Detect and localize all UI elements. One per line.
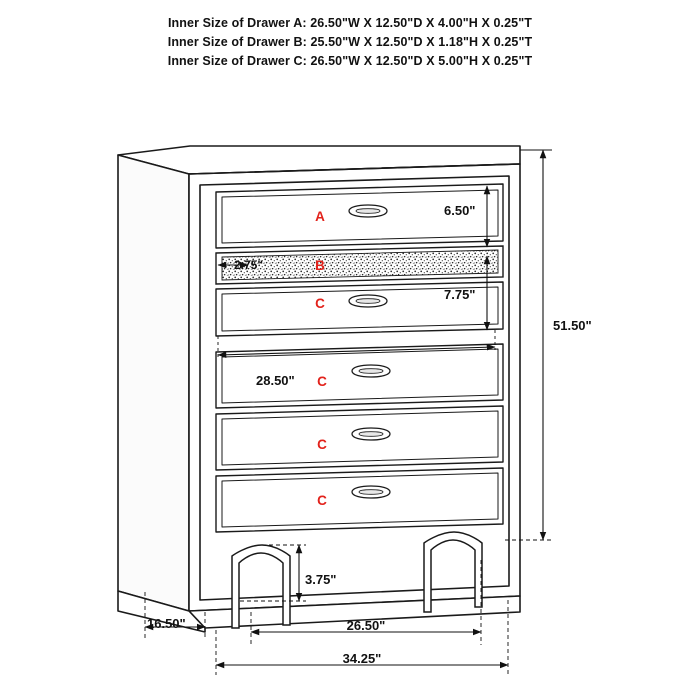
drawer-label-c4: C xyxy=(317,493,327,508)
drawer-c4-handle xyxy=(352,486,390,498)
dim-label-top-width: 26.50" xyxy=(346,618,386,633)
drawer-c1-handle xyxy=(349,295,387,307)
drawer-c4 xyxy=(216,468,503,532)
drawer-label-a: A xyxy=(315,209,325,224)
drawer-c3-handle xyxy=(352,428,390,440)
drawer-label-c2: C xyxy=(317,374,327,389)
drawer-label-c1: C xyxy=(315,296,325,311)
dim-label-drawer-width: 28.50" xyxy=(256,373,295,388)
drawer-spec-line-c: Inner Size of Drawer C: 26.50"W X 12.50"D X 5.00"H X 0.25"T xyxy=(167,54,533,68)
dim-label-leg-height: 3.75" xyxy=(305,572,337,587)
dim-label-drawer-c-height: 7.75" xyxy=(444,287,476,302)
drawer-a-handle xyxy=(349,205,387,217)
drawer-spec-line-a: Inner Size of Drawer A: 26.50"W X 12.50"D X 4.00"H X 0.25"T xyxy=(167,16,532,30)
drawer-label-c3: C xyxy=(317,437,327,452)
drawer-c2-handle xyxy=(352,365,390,377)
drawer-label-b: B xyxy=(315,258,325,273)
dim-label-drawer-a-height: 6.50" xyxy=(444,203,476,218)
dim-label-drawer-b-height: 2.75" xyxy=(234,258,264,272)
drawer-spec-line-b: Inner Size of Drawer B: 25.50"W X 12.50"D X 1.18"H X 0.25"T xyxy=(167,35,533,49)
dim-label-overall-width: 34.25" xyxy=(342,651,382,666)
dim-label-depth: 16.50" xyxy=(147,616,186,631)
dim-label-total-height: 51.50" xyxy=(553,318,592,333)
